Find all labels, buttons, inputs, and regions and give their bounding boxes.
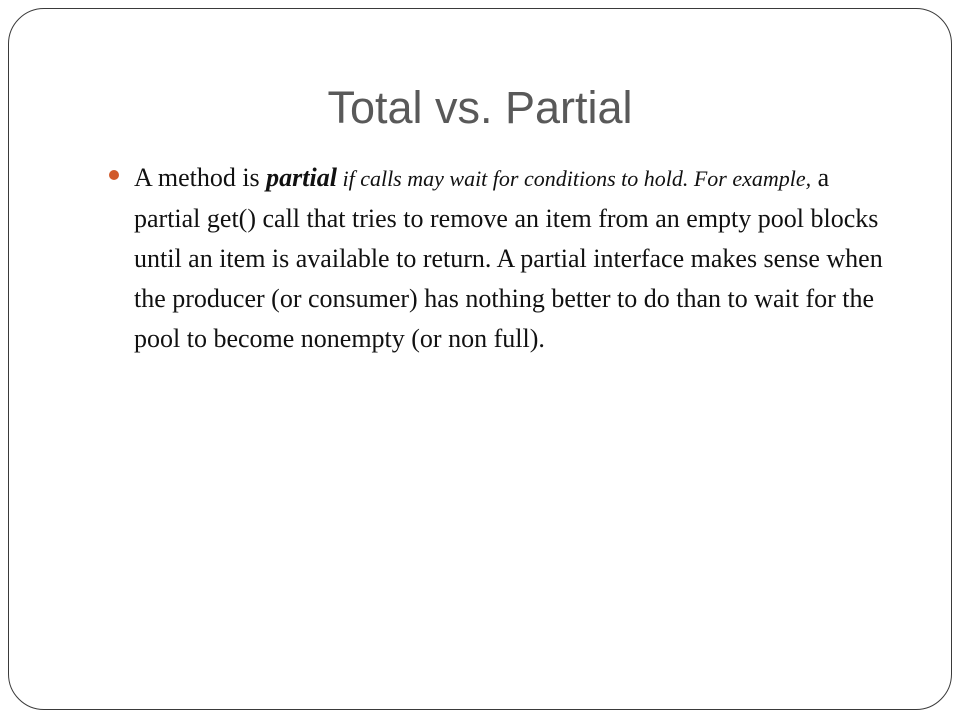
bullet-list — [106, 158, 896, 359]
bullet-lead-text: A method is — [134, 163, 267, 192]
slide-title: Total vs. Partial — [327, 82, 633, 133]
bullet-item — [106, 158, 896, 359]
bullet-text — [134, 158, 896, 359]
italic-phrase: if calls may wait for conditions to hold. For example, — [336, 166, 812, 191]
bullet-body-text: a partial get() call that tries to remove an item from an empty pool blocks until an item is available to return. A partial interface makes sense when the producer (or consumer) has nothing better to do than to wait for the pool to become nonempty (or non full). — [134, 163, 883, 353]
bullet-dot-icon — [109, 170, 119, 180]
emphasized-term: partial — [266, 163, 337, 192]
